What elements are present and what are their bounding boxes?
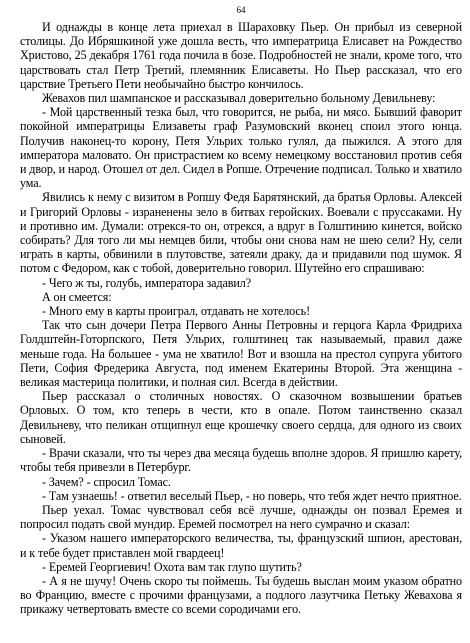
paragraph: - Указом нашего императорского величества, ты, французский шпион, арестован, и к тебе будет приставлен мой гвардеец! <box>20 531 462 560</box>
paragraph: - Мой царственный тезка был, что говорится, не рыба, ни мясо. Бывший фаворит покойной императрицы Елизаветы граф Разумовский вконец споил этого юнца. Получив наконец-то корону, Петя Ульрих только гулял, да пыжился. А этого для императора маловато. Он пристрастием ко всему немецкому восстановил против себя и двор, и народ. Отошел от дел. Сидел в Ропше. Отречение подписал. Только и хватило ума. <box>20 105 463 191</box>
paragraph: А он смеется: <box>42 289 112 304</box>
paragraph: - Зачем? - спросил Томас. <box>42 474 171 489</box>
paragraph: Пьер рассказал о столичных новостях. О сказочном возвышении братьев Орловых. О том, кто теперь в чести, кто в опале. Потом таинственно сказал Девильневу, что пеликан отщипнул еще крошечку своего сердца, для одного из своих сыновей. <box>20 389 462 446</box>
paragraph: - Чего ж ты, голубь, императора задавил? <box>42 275 251 290</box>
paragraph: И однажды в конце лета приехал в Шараховку Пьер. Он прибыл из северной столицы. До Ибряшкиной уже дошла весть, что императрица Елисавет на Рождество Христово, 25 декабря 1761 года почила в бозе. Подробностей не знали, кроме того, что царствовать стал Петр Третий, племянник Елисаветы. Но Пьер рассказал, что его царствие Третьего Пети необычайно быстро кончилось. <box>20 20 462 91</box>
body-text <box>20 20 462 617</box>
paragraph: Жевахов пил шампанское и рассказывал доверительно больному Девильневу: <box>42 91 436 106</box>
paragraph: - А я не шучу! Очень скоро ты поймешь. Ты будешь выслан моим указом обратно во Францию, вместе с прочими французами, а подлого лазутчика Петьку Жевахова я прикажу четвертовать вместе со всеми сородичами его. <box>20 573 462 617</box>
paragraph: - Еремей Георгиевич! Охота вам так глупо шутить? <box>42 559 302 574</box>
page-number: 64 <box>236 5 246 15</box>
paragraph: - Там узнаешь! - ответил веселый Пьер, - но поверь, что тебя ждет нечто приятное. <box>42 488 462 503</box>
paragraph: Пьер уехал. Томас чувствовал себя всё лучше, однажды он позвал Еремея и попросил подать свой мундир. Еремей посмотрел на него сумрачно и сказал: <box>20 502 462 532</box>
paragraph: Явились к нему с визитом в Ропшу Федя Барятянский, да братья Орловы. Алексей и Григорий Орловы - израненены зело в битвах геройских. Воевали с пруссаками. Ну и противно им. Думали: отрекся-то он, отрекся, а вдруг в Голштинию кинется, войско собирать? Для того ли мы немцев били, чтобы они снова нам не шею сели? Ну, сели играть в карты, обвинили в плутовстве, затеяли драку, да и придавили под шумок. Я потом с Федором, как с тобой, доверительно говорил. Шутейно его спрашиваю: <box>20 190 462 276</box>
paragraph: Так что сын дочери Петра Первого Анны Петровны и герцога Карла Фридриха Голдштейн-Готорпского, Петя Ульрих, голштинец так называемый, правил даже меньше года. На большее - ума не хватило! Вот и взошла на престол супруга убитого Пети, София Фредерика Августа, под именем Екатерины Второй. Эта женщина - великая мастерица политики, и полная сил. Всегда в действии. <box>20 318 462 390</box>
paragraph: - Много ему в карты проиграл, отдавать не хотелось! <box>42 304 311 319</box>
paragraph: - Врачи сказали, что ты через два месяца будешь вполне здоров. Я пришлю карету, чтобы тебя привезли в Петербург. <box>20 446 462 475</box>
